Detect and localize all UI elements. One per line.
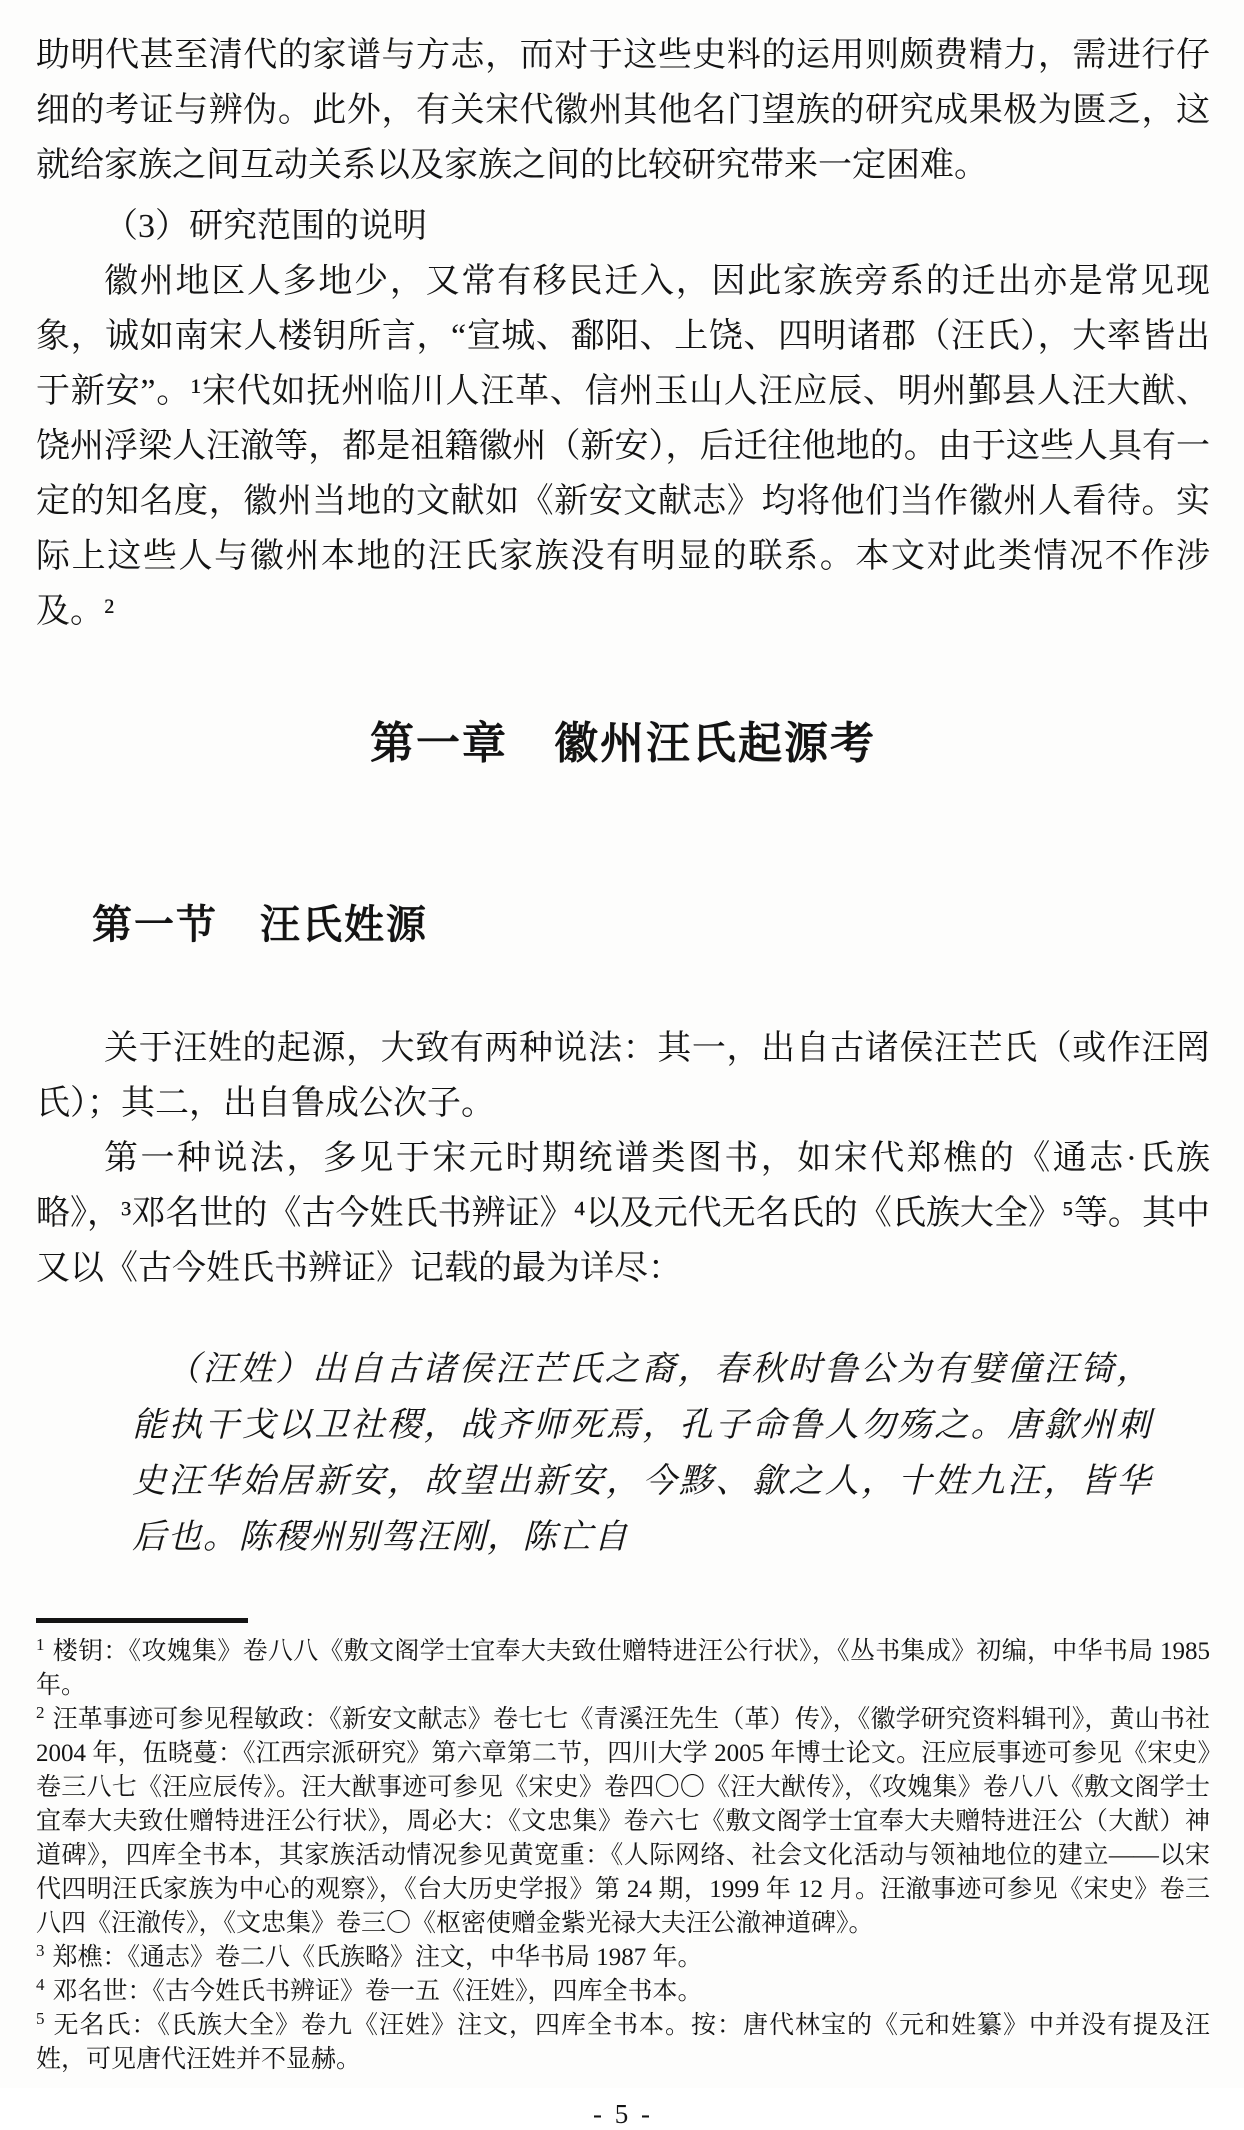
footnote-item [36,1635,1210,1703]
footnote-text: 无名氏：《氏族大全》卷九《汪姓》注文，四库全书本。按：唐代林宝的《元和姓纂》中并没有提及汪姓，可见唐代汪姓并不显赫。 [36,2012,1210,2073]
footnote-number: 5 [36,2008,45,2028]
footnote-text: 楼钥：《攻媿集》卷八八《敷文阁学士宜奉大夫致仕赠特进汪公行状》，《丛书集成》初编，中华书局 1985 年。 [36,1638,1210,1699]
section-title: 第一节 汪氏姓源 [92,902,428,947]
footnote-number: 2 [36,1702,45,1722]
footnote-item [36,1703,1210,1941]
body-paragraph: 第一种说法，多见于宋元时期统谱类图书，如宋代郑樵的《通志·氏族略》，³邓名世的《古今姓氏书辨证》⁴以及元代无名氏的《氏族大全》⁵等。其中又以《古今姓氏书辨证》记载的最为详尽： [36,1140,1210,1287]
footnote-text: 汪革事迹可参见程敏政：《新安文献志》卷七七《青溪汪先生（革）传》，《徽学研究资料辑刊》，黄山书社 2004 年，伍晓蔓：《江西宗派研究》第六章第二节，四川大学 2005 年博士论文。汪应辰事迹可参见《宋史》卷三八七《汪应辰传》。汪大猷事迹可参见《宋史》卷四〇〇《汪大猷传》，《攻媿集》卷八八《敷文阁学士宜奉大夫致仕赠特进汪公行状》，周必大：《文忠集》卷六七《敷文阁学士宜奉大夫赠特进汪公（大猷）神道碑》，四库全书本，其家族活动情况参见黄宽重：《人际网络、社会文化活动与领袖地位的建立——以宋代四明汪氏家族为中心的观察》，《台大历史学报》第 24 期，1999 年 12 月。汪澈事迹可参见《宋史》卷三八四《汪澈传》，《文忠集》卷三〇《枢密使赠金紫光禄大夫汪公澈神道碑》。 [36,1706,1210,1937]
body-paragraph: 徽州地区人多地少，又常有移民迁入，因此家族旁系的迁出亦是常见现象，诚如南宋人楼钥所言，“宣城、鄱阳、上饶、四明诸郡（汪氏），大率皆出于新安”。¹宋代如抚州临川人汪革、信州玉山人汪应辰、明州鄞县人汪大猷、饶州浮梁人汪澈等，都是祖籍徽州（新安），后迁往他地的。由于这些人具有一定的知名度，徽州当地的文献如《新安文献志》均将他们当作徽州人看待。实际上这些人与徽州本地的汪氏家族没有明显的联系。本文对此类情况不作涉及。² [36,263,1210,630]
footnote-number: 1 [36,1634,45,1654]
footnote-number: 4 [36,1974,45,1994]
page-number: - 5 - [593,2099,653,2129]
block-quote: （汪姓）出自古诸侯汪芒氏之裔，春秋时鲁公为有嬖僮汪锜，能执干戈以卫社稷，战齐师死焉，孔子命鲁人勿殇之。唐歙州刺史汪华始居新安，故望出新安，今黟、歙之人，十姓九汪，皆华后也。陈稷州别驾汪刚，陈亡自 [132,1351,1152,1556]
footnote-text: 邓名世：《古今姓氏书辨证》卷一五《汪姓》，四库全书本。 [52,1978,703,2005]
footnote-separator [36,1618,248,1623]
body-paragraph-continuation: 助明代甚至清代的家谱与方志，而对于这些史料的运用则颇费精力，需进行仔细的考证与辨伪。此外，有关宋代徽州其他名门望族的研究成果极为匮乏，这就给家族之间互动关系以及家族之间的比较研究带来一定困难。 [36,37,1210,184]
footnote-text: 郑樵：《通志》卷二八《氏族略》注文，中华书局 1987 年。 [52,1944,703,1971]
subheading-research-scope: （3）研究范围的说明 [104,208,427,245]
footnote-item [36,2009,1210,2077]
body-paragraph: 关于汪姓的起源，大致有两种说法：其一，出自古诸侯汪芒氏（或作汪罔氏）；其二，出自鲁成公次子。 [36,1030,1210,1122]
footnote-item [36,1941,1210,1975]
chapter-title: 第一章 徽州汪氏起源考 [370,719,876,768]
footnote-item [36,1975,1210,2009]
footnotes-section [36,1635,1210,2077]
footnote-number: 3 [36,1940,45,1960]
